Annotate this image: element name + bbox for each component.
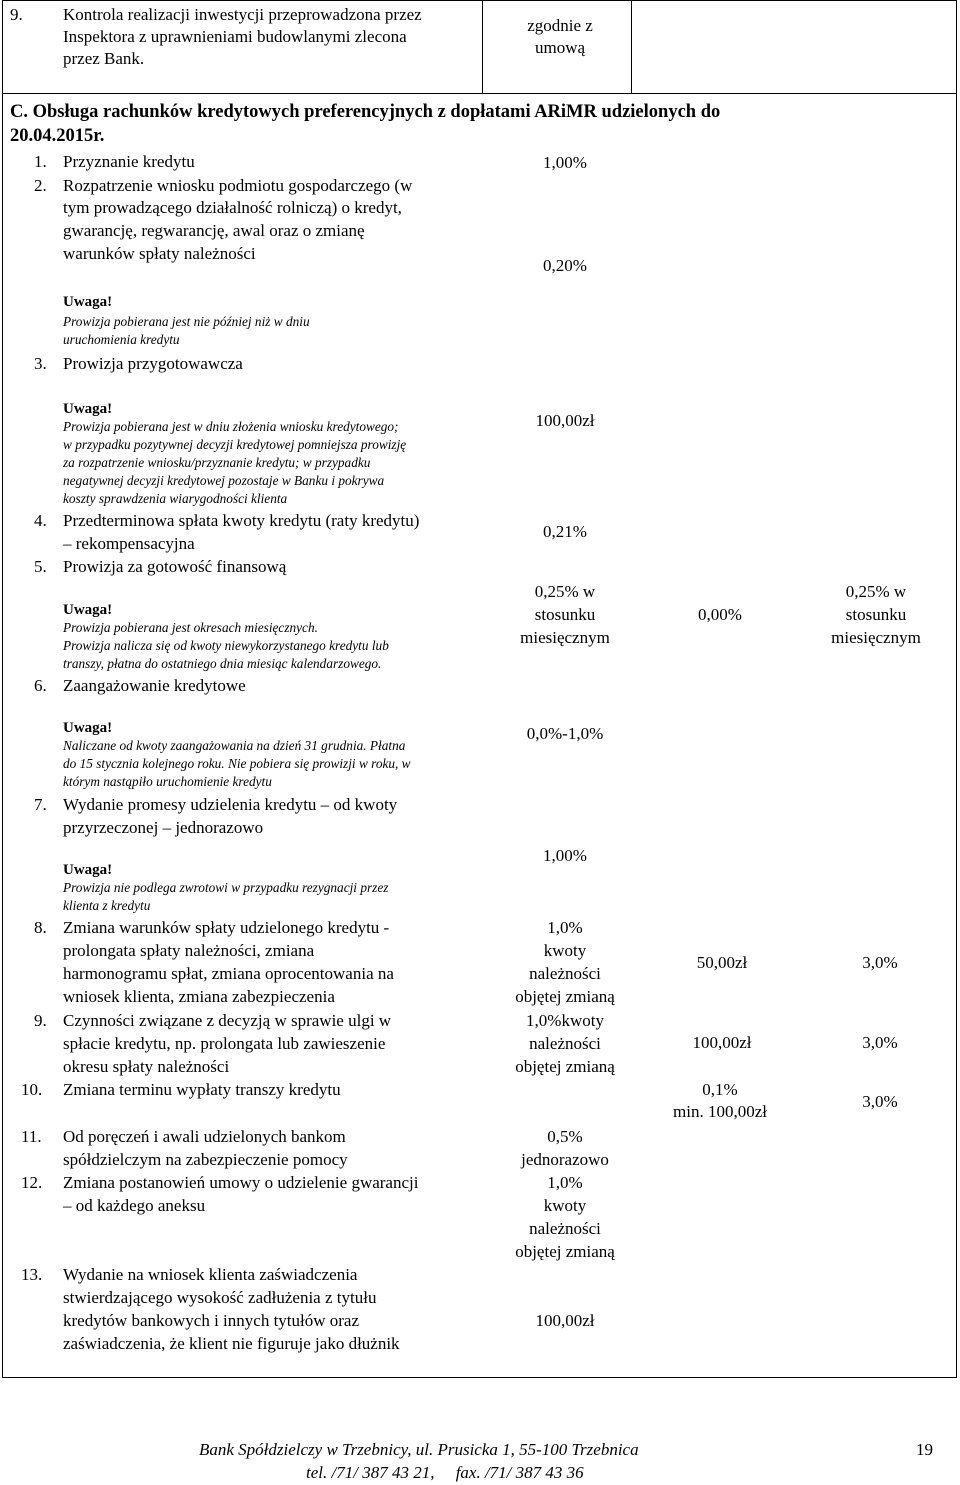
item4-text-1: Przedterminowa spłata kwoty kredytu (raty kredytu) — [63, 511, 420, 530]
item8-text-3: harmonogramu spłat, zmiana oprocentowania na — [63, 964, 394, 983]
item11-value-1: 0,5% — [547, 1127, 583, 1146]
row9-text-2: Inspektora z uprawnieniami budowlanymi zlecona — [63, 27, 407, 46]
item6-note-3: którym nastąpiło uruchomienie kredytu — [63, 774, 272, 789]
item7-text-1: Wydanie promesy udzielenia kredytu – od kwoty — [63, 795, 398, 814]
item5-uwaga: Uwaga! — [63, 602, 113, 618]
item3-note-1: Prowizja pobierana jest w dniu złożenia wniosku kredytowego; — [63, 419, 399, 434]
item12-number: 12. — [21, 1173, 43, 1192]
item5-text: Prowizja za gotowość finansową — [63, 557, 287, 576]
item8-value-1: 1,0% — [547, 918, 583, 937]
item9-text-3: okresu spłaty należności — [63, 1057, 230, 1076]
item2-value: 0,20% — [543, 256, 587, 275]
item5-value-1: 0,25% w — [534, 582, 596, 601]
item2-text-3: gwarancję, regwarancję, awal oraz o zmianę — [63, 221, 365, 240]
item4-number: 4. — [34, 511, 47, 530]
item8-text-1: Zmiana warunków spłaty udzielonego kredytu - — [63, 918, 390, 937]
item7-note-1: Prowizja nie podlega zwrotowi w przypadku rezygnacji przez — [63, 880, 389, 895]
item5-note-1: Prowizja pobierana jest okresach miesięcznych. — [63, 620, 318, 635]
item3-uwaga: Uwaga! — [63, 401, 113, 417]
item4-value: 0,21% — [543, 522, 587, 541]
item8-value-4: objętej zmianą — [515, 987, 615, 1006]
row9-value-1: zgodnie z — [527, 16, 593, 35]
item9-value3: 3,0% — [862, 1033, 898, 1052]
item7-uwaga: Uwaga! — [63, 862, 113, 878]
item13-text-4: zaświadczenia, że klient nie figuruje jako dłużnik — [63, 1334, 400, 1353]
item2-uwaga: Uwaga! — [63, 294, 113, 310]
item1-value: 1,00% — [543, 153, 587, 172]
item9-value-3: objętej zmianą — [515, 1057, 615, 1076]
item12-value-4: objętej zmianą — [515, 1242, 615, 1261]
item3-note-4: negatywnej decyzji kredytowej pozostaje w Banku i pokrywa — [63, 473, 385, 488]
item9-text-2: spłacie kredytu, np. prolongata lub zawieszenie — [63, 1034, 386, 1053]
table-border-left — [2, 0, 3, 1378]
item12-value-3: należności — [529, 1219, 601, 1238]
item7-text-2: przyrzeczonej – jednorazowo — [63, 818, 264, 837]
item4-text-2: – rekompensacyjna — [63, 534, 195, 553]
item11-number: 11. — [21, 1127, 42, 1146]
item11-value-2: jednorazowo — [521, 1150, 609, 1169]
item10-value3: 3,0% — [862, 1092, 898, 1111]
item6-uwaga: Uwaga! — [63, 720, 113, 736]
item8-value3: 3,0% — [862, 953, 898, 972]
item11-text-2: spółdzielczym na zabezpieczenie pomocy — [63, 1150, 348, 1169]
item5-number: 5. — [34, 557, 47, 576]
item10-text: Zmiana terminu wypłaty transzy kredytu — [63, 1080, 341, 1099]
table-border-right — [956, 0, 957, 1378]
item3-note-3: za rozpatrzenie wniosku/przyznanie kredytu; w przypadku — [63, 455, 371, 470]
item3-value: 100,00zł — [535, 411, 595, 430]
item3-text: Prowizja przygotowawcza — [63, 354, 243, 373]
item7-number: 7. — [34, 795, 47, 814]
item3-note-5: koszty sprawdzenia wiarygodności klienta — [63, 491, 288, 506]
row9-text-1: Kontrola realizacji inwestycji przeprowadzona przez — [63, 5, 422, 24]
item5-value2: 0,00% — [698, 605, 742, 624]
item13-text-1: Wydanie na wniosek klienta zaświadczenia — [63, 1265, 358, 1284]
item2-number: 2. — [34, 176, 47, 195]
item8-value-2: kwoty — [543, 941, 587, 960]
item13-number: 13. — [21, 1265, 43, 1284]
item5-value3-2: stosunku — [845, 605, 907, 624]
footer-phone-fax: tel. /71/ 387 43 21, fax. /71/ 387 43 36 — [306, 1463, 584, 1482]
row9-value-2: umową — [534, 38, 586, 57]
item13-text-3: kredytów bankowych i innych tytułów oraz — [63, 1311, 360, 1330]
item2-note-2: uruchomienia kredytu — [63, 332, 180, 347]
item5-value-2: stosunku — [534, 605, 596, 624]
item13-value: 100,00zł — [535, 1311, 595, 1330]
item5-note-2: Prowizja nalicza się od kwoty niewykorzystanego kredytu lub — [63, 638, 389, 653]
row9-col-divider-1 — [482, 0, 483, 93]
item7-value: 1,00% — [543, 846, 587, 865]
section-title-line2: 20.04.2015r. — [10, 126, 105, 146]
item6-note-1: Naliczane od kwoty zaangażowania na dzień 31 grudnia. Płatna — [63, 738, 406, 753]
item9-number: 9. — [34, 1011, 47, 1030]
item8-text-4: wniosek klienta, zmiana zabezpieczenia — [63, 987, 335, 1006]
item6-value: 0,0%-1,0% — [526, 724, 604, 743]
item3-number: 3. — [34, 354, 47, 373]
item2-text-2: tym prowadzącego działalność rolniczą) o kredyt, — [63, 198, 402, 217]
item5-value-3: miesięcznym — [520, 628, 610, 647]
table-border-bottom — [2, 1377, 957, 1378]
item9-value-2: należności — [529, 1034, 601, 1053]
section-title-line1: C. Obsługa rachunków kredytowych preferencyjnych z dopłatami ARiMR udzielonych do — [10, 102, 721, 122]
item9-value2: 100,00zł — [692, 1033, 752, 1052]
item9-value-1: 1,0%kwoty — [526, 1011, 604, 1030]
row9-col-divider-2 — [631, 0, 632, 93]
item8-text-2: prolongata spłaty należności, zmiana — [63, 941, 315, 960]
item5-note-3: transzy, płatna do ostatniego dnia miesiąc kalendarzowego. — [63, 656, 382, 671]
item10-value2-2: min. 100,00zł — [673, 1102, 767, 1121]
item8-value-3: należności — [529, 964, 601, 983]
table-border-top — [2, 0, 957, 1]
item2-text-1: Rozpatrzenie wniosku podmiotu gospodarczego (w — [63, 176, 413, 195]
item8-number: 8. — [34, 918, 47, 937]
item5-value3-3: miesięcznym — [831, 628, 921, 647]
item12-value-2: kwoty — [543, 1196, 587, 1215]
row9-bottom-line — [2, 93, 957, 94]
footer-address: Bank Spółdzielczy w Trzebnicy, ul. Prusicka 1, 55-100 Trzebnica — [199, 1440, 639, 1459]
item2-note-1: Prowizja pobierana jest nie później niż w dniu — [63, 314, 310, 329]
item8-value2: 50,00zł — [696, 953, 748, 972]
item10-value2-1: 0,1% — [702, 1080, 738, 1099]
item3-note-2: w przypadku pozytywnej decyzji kredytowej pomniejsza prowizję — [63, 437, 407, 452]
item6-text: Zaangażowanie kredytowe — [63, 676, 246, 695]
row9-text-3: przez Bank. — [63, 49, 145, 68]
item13-text-2: stwierdzającego wysokość zadłużenia z tytułu — [63, 1288, 377, 1307]
item6-note-2: do 15 stycznia kolejnego roku. Nie pobiera się prowizji w roku, w — [63, 756, 411, 771]
item12-value-1: 1,0% — [547, 1173, 583, 1192]
page-number: 19 — [916, 1440, 933, 1459]
item5-value3-1: 0,25% w — [845, 582, 907, 601]
item11-text-1: Od poręczeń i awali udzielonych bankom — [63, 1127, 346, 1146]
item1-text: Przyznanie kredytu — [63, 152, 195, 171]
item10-number: 10. — [21, 1080, 43, 1099]
item2-text-4: warunków spłaty należności — [63, 244, 256, 263]
item12-text-1: Zmiana postanowień umowy o udzielenie gwarancji — [63, 1173, 419, 1192]
item1-number: 1. — [34, 152, 47, 171]
item9-text-1: Czynności związane z decyzją w sprawie ulgi w — [63, 1011, 392, 1030]
item12-text-2: – od każdego aneksu — [63, 1196, 206, 1215]
row9-number: 9. — [10, 5, 23, 24]
item6-number: 6. — [34, 676, 47, 695]
item7-note-2: klienta z kredytu — [63, 898, 151, 913]
